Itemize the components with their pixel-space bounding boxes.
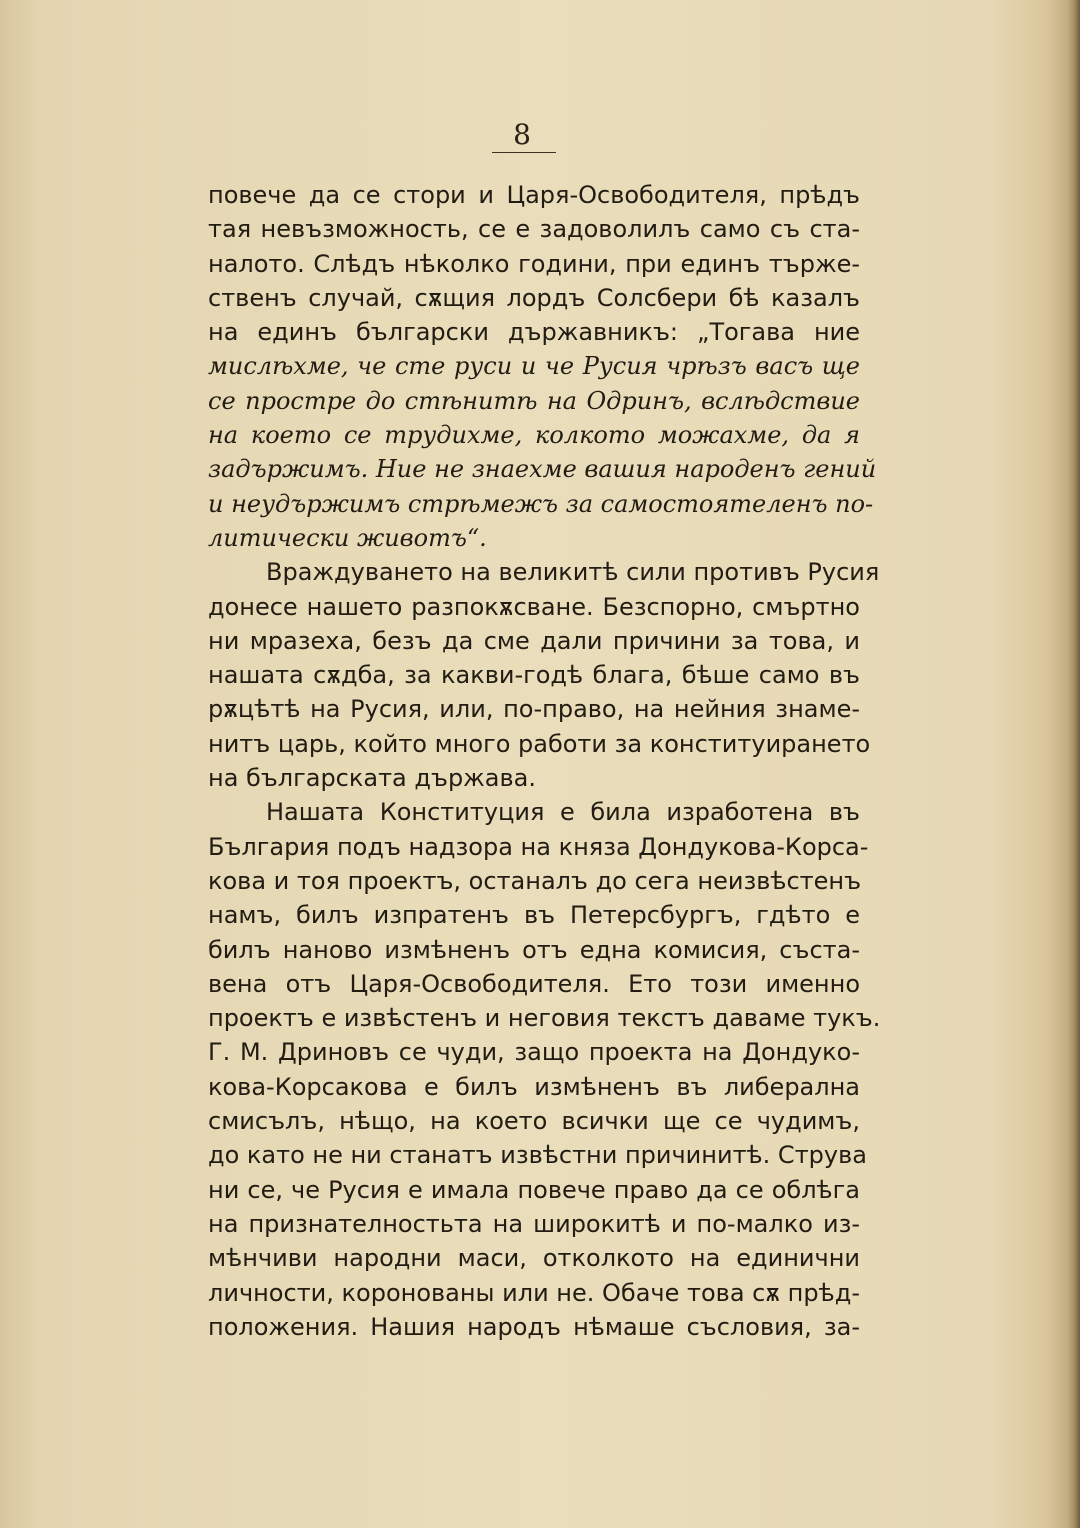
text-line: повече да се стори и Царя-Освободителя, прѣдъ xyxy=(208,181,860,209)
text-line: личности, коронованы или не. Обаче това сѫ прѣд- xyxy=(208,1278,860,1307)
quote-line: и неудържимъ стрѣмежъ за самостоятеленъ по- xyxy=(208,489,874,518)
text-line: положения. Нашия народъ нѣмаше съсловия, за- xyxy=(208,1312,860,1341)
text-line: на признателностьта на широкитѣ и по-малко из- xyxy=(208,1209,860,1238)
text-line: мѣнчиви народни маси, отколкото на единични xyxy=(208,1244,860,1273)
text-line: намъ, билъ изпратенъ въ Петерсбургъ, гдѣто е xyxy=(208,901,860,930)
text-line: смисълъ, нѣщо, на което всички ще се чудимъ, xyxy=(208,1107,860,1136)
text-line: тая невъзможность, се е задоволилъ само съ ста- xyxy=(208,215,860,244)
quote-line: на което се трудихме, колкото можахме, да я xyxy=(208,421,860,450)
text-line: кова-Корсакова е билъ измѣненъ въ либерална xyxy=(208,1072,860,1101)
quote-line: задържимъ. Ние не знаехме вашия народенъ гений xyxy=(208,455,877,484)
text-line: рѫцѣтѣ на Русия, или, по-право, на нейния знаме- xyxy=(208,695,860,724)
quote-line: се простре до стѣнитѣ на Одринъ, вслѣдствие xyxy=(208,386,860,415)
header-rule xyxy=(492,152,556,153)
quote-line: мислѣхме, че сте руси и че Русия чрѣзъ васъ ще xyxy=(208,352,860,381)
text-line: кова и тоя проектъ, останалъ до сега неизвѣстенъ xyxy=(208,866,862,895)
text-line: ни мразеха, безъ да сме дали причини за това, и xyxy=(208,626,860,655)
body-text xyxy=(208,178,881,1344)
text-line: ни се, че Русия е имала повече право да се облѣга xyxy=(208,1175,860,1204)
text-line: проектъ е извѣстенъ и неговия текстъ даваме тукъ. xyxy=(208,1004,881,1033)
text-line: на единъ български държавникъ: „Тогава ние xyxy=(208,318,860,347)
text-line: до като не ни станатъ извѣстни причинитѣ. Струва xyxy=(208,1141,867,1170)
text-line: налото. Слѣдъ нѣколко години, при единъ търже- xyxy=(208,249,860,278)
text-line: нашата сѫдба, за какви-годѣ блага, бѣше само въ xyxy=(208,661,860,690)
text-line: на българската държава. xyxy=(208,764,536,793)
text-line: България подъ надзора на княза Дондукова-Корса- xyxy=(208,832,869,861)
page-edge xyxy=(1066,0,1080,1528)
paragraph-first-line: Нашата Конституция е била изработена въ xyxy=(266,798,860,827)
text-line: билъ наново измѣненъ отъ една комисия, съста- xyxy=(208,935,860,964)
quote-line: литически животъ“. xyxy=(208,523,487,552)
text-line: донесе нашето разпокѫсване. Безспорно, смъртно xyxy=(208,592,860,621)
text-line: Г. М. Дриновъ се чуди, защо проекта на Дондуко- xyxy=(208,1038,860,1067)
text-line: вена отъ Царя-Освободителя. Ето този именно xyxy=(208,969,860,998)
text-line: нитъ царь, който много работи за конституирането xyxy=(208,729,871,758)
page-number: 8 xyxy=(513,118,531,151)
text-line: ственъ случай, сѫщия лордъ Солсбери бѣ казалъ xyxy=(208,283,860,312)
paragraph-first-line: Враждуването на великитѣ сили противъ Русия xyxy=(266,558,880,587)
